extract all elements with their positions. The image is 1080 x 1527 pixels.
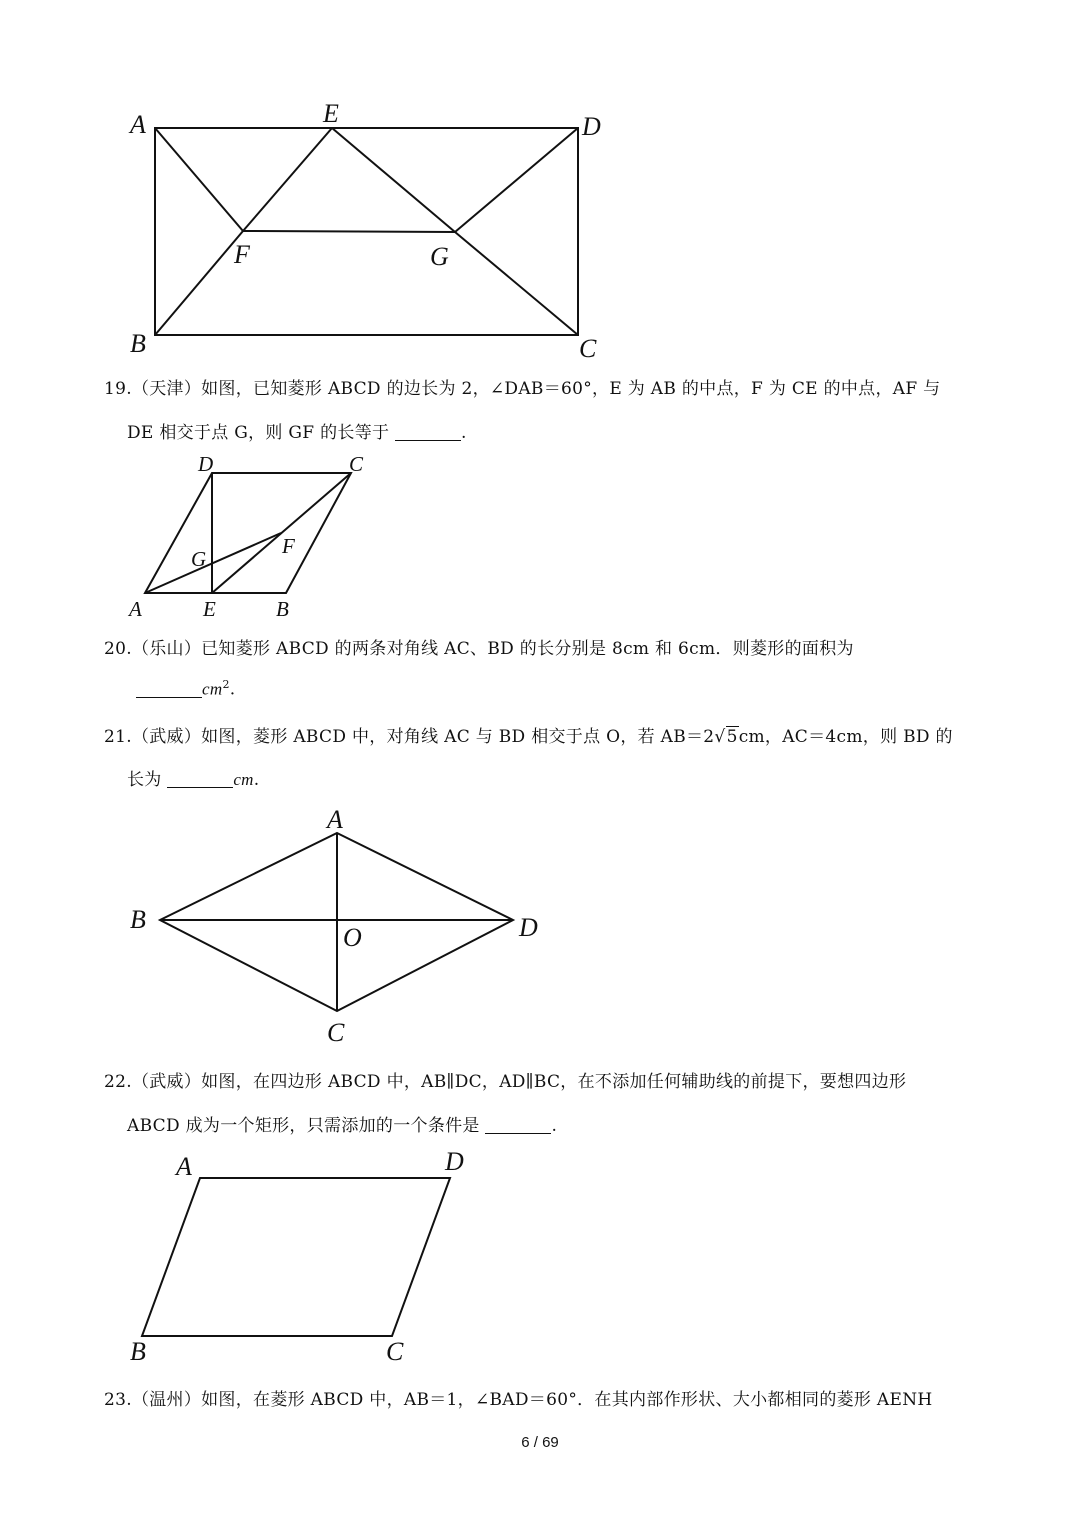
label-a: A [327,805,343,834]
question-text: DE 相交于点 G，则 GF 的长等于 [127,423,390,443]
question-text: ABCD 成为一个矩形，只需添加的一个条件是 [127,1116,480,1136]
label-c: C [386,1337,404,1366]
question-19-line2 [127,418,467,443]
period: . [253,770,260,790]
question-text: （武威）如图，菱形 ABCD 中，对角线 AC 与 BD 相交于点 O，若 AB＝2 [131,727,715,747]
question-number: 20. [104,639,132,659]
unit-superscript: 2 [222,678,230,691]
question-text: （温州）如图，在菱形 ABCD 中，AB＝1，∠BAD＝60°．在其内部作形状、大小都相同的菱形 AENH [131,1390,933,1410]
question-text: 长为 [127,770,162,790]
question-20-line2 [136,678,235,700]
period: . [551,1116,558,1136]
unit-cm: cm [233,770,254,789]
label-f: F [234,240,250,269]
question-20-line1 [104,634,854,659]
label-d: D [198,452,214,476]
question-23-line1 [104,1385,933,1410]
question-number: 23. [104,1390,132,1410]
question-number: 22. [104,1072,132,1092]
label-a: A [129,597,142,621]
label-g: G [191,547,207,571]
question-number: 19. [104,379,132,399]
label-a: A [130,110,146,139]
label-f: F [282,534,295,558]
label-d: D [445,1147,464,1176]
question-19-line1 [104,374,940,399]
label-c: C [579,334,597,363]
question-22-line2 [127,1111,557,1136]
answer-blank[interactable] [395,424,461,441]
label-d: D [519,913,538,942]
question-text: （天津）如图，已知菱形 ABCD 的边长为 2，∠DAB＝60°，E 为 AB 的中点，F 为 CE 的中点，AF 与 [131,379,941,399]
question-21-line1 [104,722,953,747]
radicand: 5 [726,727,738,747]
period: . [461,423,467,443]
answer-blank[interactable] [167,771,233,788]
label-o: O [343,923,362,952]
answer-blank[interactable] [136,681,202,698]
label-e: E [323,99,339,128]
label-b: B [130,1337,146,1366]
page-number: 6 / 69 [521,1434,559,1451]
label-c: C [327,1018,345,1047]
question-text: （武威）如图，在四边形 ABCD 中，AB∥DC，AD∥BC，在不添加任何辅助线的前提下，要想四边形 [131,1072,907,1092]
question-text: cm，AC＝4cm，则 BD 的 [738,727,953,747]
unit-cm: cm [202,679,223,699]
label-d: D [582,112,601,141]
question-text: （乐山）已知菱形 ABCD 的两条对角线 AC、BD 的长分别是 8cm 和 6cm．则菱形的面积为 [131,639,854,659]
label-b: B [130,329,146,358]
figure-rhombus-q19 [127,452,364,621]
period: . [229,679,236,700]
label-c: C [349,452,364,476]
answer-blank[interactable] [485,1117,551,1134]
label-b: B [276,597,289,621]
question-22-line1 [104,1067,906,1092]
figure-rectangle-abcd [128,99,601,363]
label-a: A [176,1152,192,1181]
question-21-line2 [127,765,259,790]
figure-parallelogram-q22 [130,1147,464,1366]
question-number: 21. [104,727,132,747]
figure-rhombus-q21 [130,805,538,1047]
label-g: G [430,242,449,271]
sqrt-symbol: √5 [714,727,738,747]
label-b: B [130,905,146,934]
label-e: E [203,597,216,621]
